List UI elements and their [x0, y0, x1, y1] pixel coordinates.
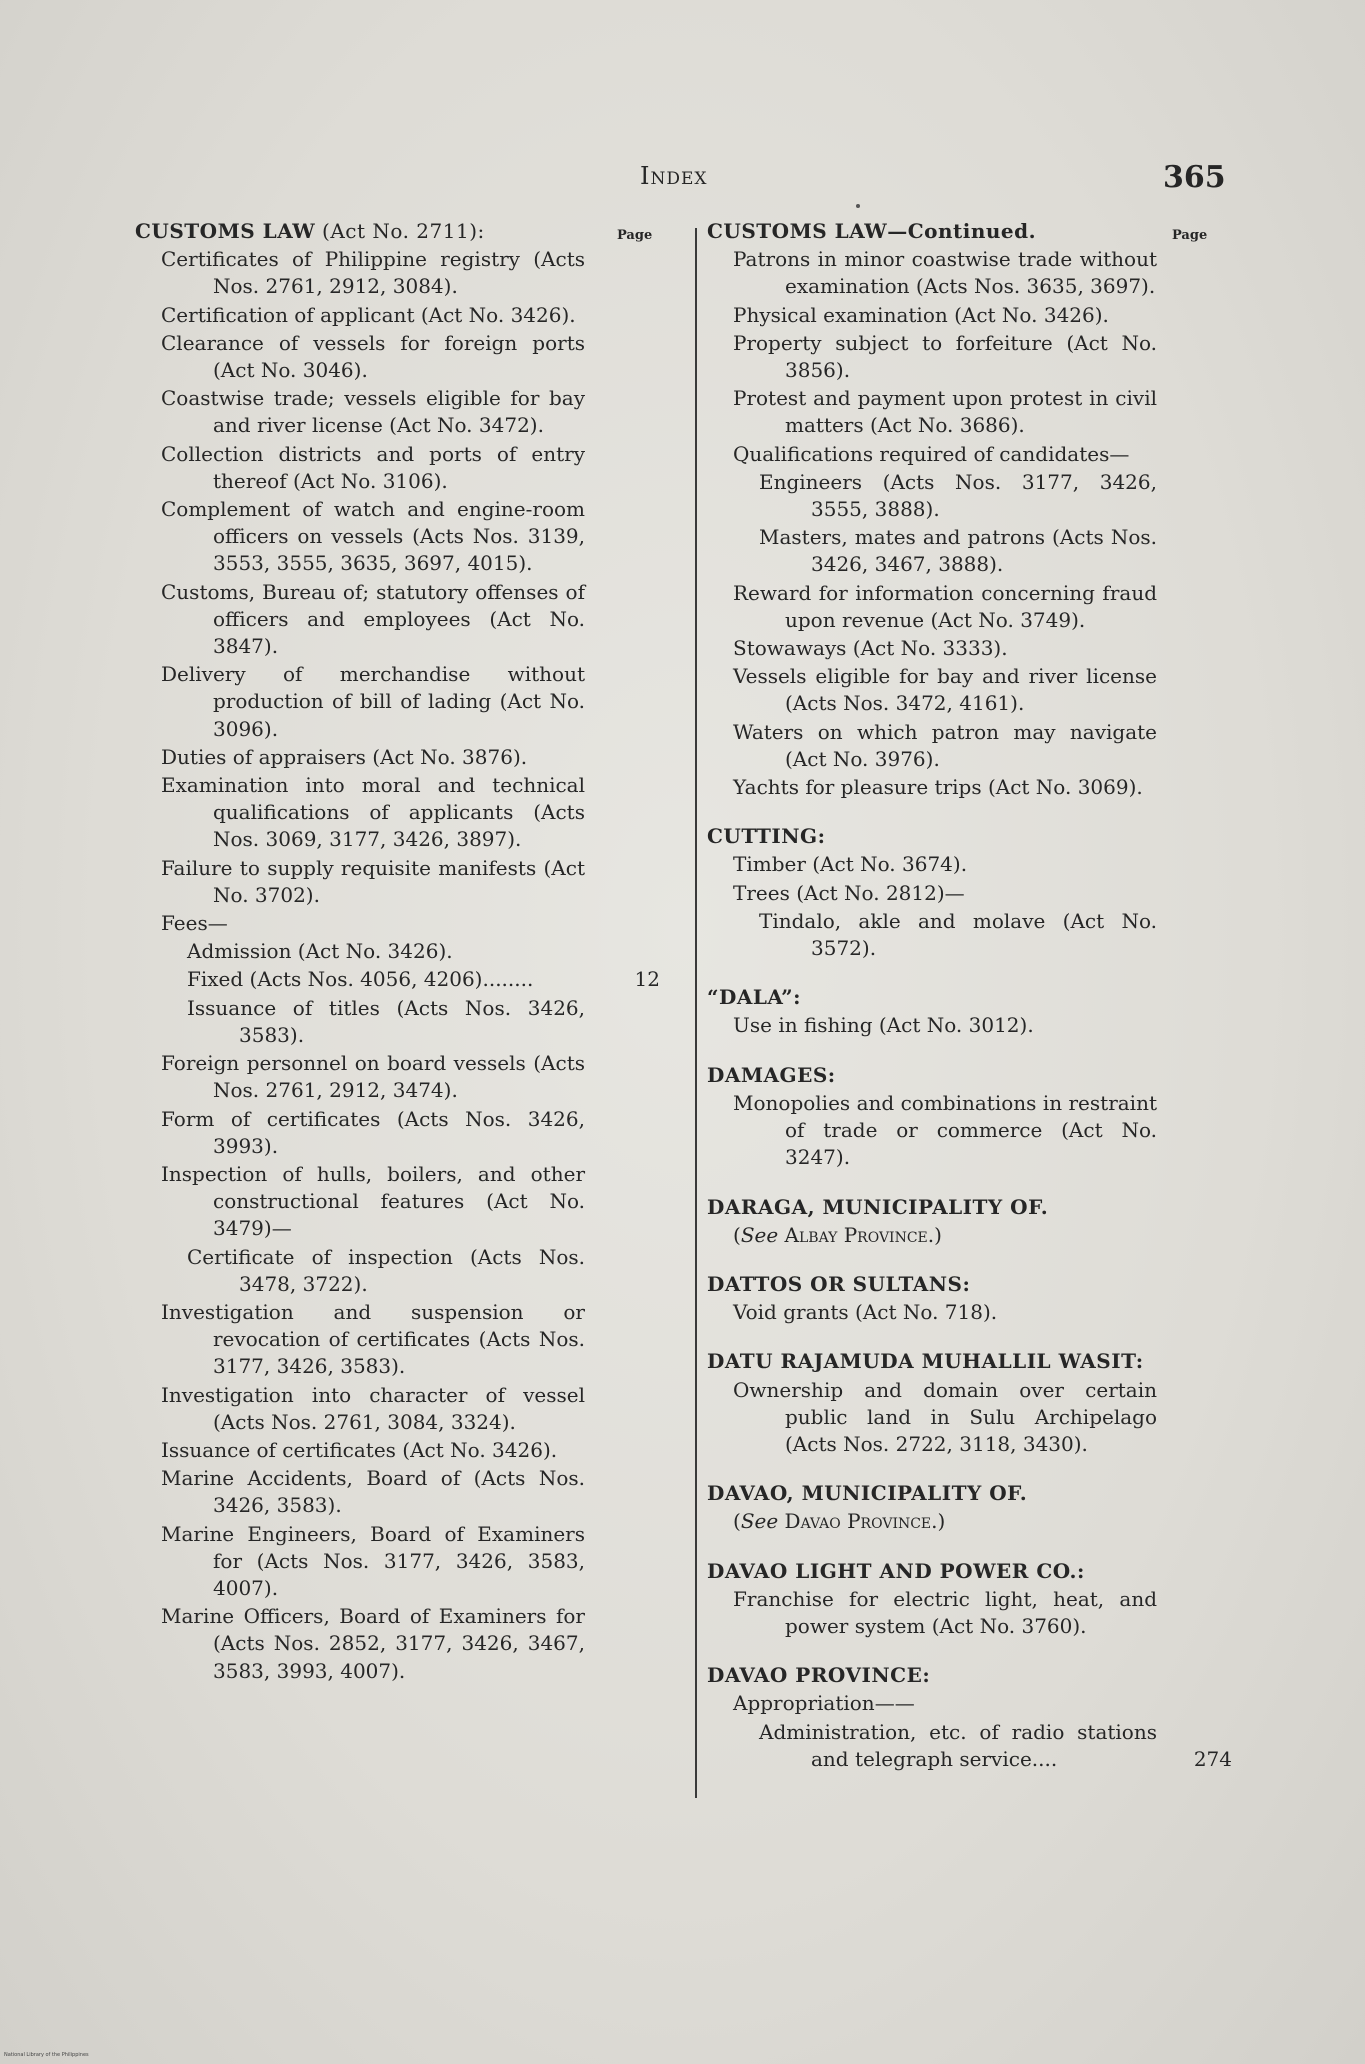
running-head: Index [640, 162, 708, 190]
index-heading: DAVAO, MUNICIPALITY OF. [707, 1481, 1028, 1506]
index-heading [135, 218, 585, 245]
entry-text: Timber (Act No. 3674). [733, 852, 968, 877]
entry-text: Inspection of hulls, boilers, and other constructional features (Act No. 3479)— [161, 1161, 585, 1241]
index-entry [161, 1382, 585, 1436]
entry-text: Duties of appraisers (Act No. 3876). [161, 744, 528, 769]
index-entry [161, 385, 585, 439]
index-entry [733, 580, 1157, 634]
see-reference [733, 1508, 1157, 1535]
heading-suffix: (Act No. 2711): [315, 219, 485, 243]
index-group [707, 1662, 1232, 1773]
entry-text: Collection districts and ports of entry thereof (Act No. 3106). [161, 441, 585, 493]
index-group [707, 1194, 1157, 1249]
index-entry [733, 246, 1157, 300]
entry-text: Property subject to forfeiture (Act No. 3856). [733, 330, 1157, 383]
index-entry [733, 1690, 1157, 1717]
index-entry [733, 851, 1157, 878]
entry-text: Reward for information concerning fraud upon revenue (Act No. 3749). [733, 580, 1157, 632]
entry-text: Use in fishing (Act No. 3012). [733, 1013, 1034, 1038]
page-reference: 274 [1193, 1746, 1232, 1771]
entry-text: Vessels eligible for bay and river license (Acts Nos. 3472, 4161). [733, 664, 1157, 716]
entry-text: Administration, etc. of radio stations and telegraph service.... [759, 1719, 1157, 1771]
see-word: See [740, 1509, 779, 1534]
index-entry [161, 1299, 585, 1381]
entry-text: Coastwise trade; vessels eligible for bay and river license (Act No. 3472). [161, 386, 585, 438]
index-entry [161, 1106, 585, 1160]
entry-text: Issuance of titles (Acts Nos. 3426, 3583). [187, 995, 585, 1047]
entry-text: Marine Engineers, Board of Examiners for (Acts Nos. 3177, 3426, 3583, 4007). [161, 1521, 585, 1600]
index-entry [733, 1299, 1157, 1326]
see-target: Albay Province. [784, 1222, 935, 1247]
entry-text: Investigation into character of vessel (Acts Nos. 2761, 3084, 3324). [161, 1382, 585, 1434]
index-entry [733, 302, 1157, 329]
index-entry [733, 880, 1157, 907]
entry-text: Form of certificates (Acts Nos. 3426, 3993). [161, 1106, 585, 1158]
index-entry [161, 1050, 585, 1104]
index-entry [161, 855, 585, 909]
entry-text: Monopolies and combinations in restraint of trade or commerce (Act No. 3247). [733, 1090, 1157, 1170]
index-entry [733, 1012, 1157, 1039]
index-entry [759, 524, 1157, 578]
entry-text: Clearance of vessels for foreign ports (Act No. 3046). [161, 330, 585, 383]
entry-text: Issuance of certificates (Act No. 3426). [161, 1437, 558, 1462]
index-entry [161, 661, 585, 743]
index-entry [759, 908, 1157, 962]
entry-text: Appropriation—— [733, 1691, 915, 1716]
entry-text: Trees (Act No. 2812)— [733, 880, 965, 905]
index-group [707, 1271, 1157, 1326]
entry-text: Failure to supply requisite manifests (Act No. 3702). [161, 855, 585, 907]
see-word: See [740, 1222, 779, 1247]
index-entry [161, 302, 585, 329]
entry-text: Stowaways (Act No. 3333). [733, 636, 1008, 661]
entry-text: Customs, Bureau of; statutory offenses of officers and employees (Act No. 3847). [161, 579, 585, 659]
index-group [707, 823, 1157, 962]
entry-text: Waters on which patron may navigate (Act No. 3976). [733, 719, 1157, 771]
entry-text: Qualifications required of candidates— [733, 441, 1130, 466]
index-entry [733, 441, 1157, 468]
index-heading: DATTOS OR SULTANS: [707, 1271, 971, 1296]
entry-text: Masters, mates and patrons (Acts Nos. 3426, 3467, 3888). [759, 525, 1157, 577]
entry-text: Yachts for pleasure trips (Act No. 3069). [733, 775, 1143, 800]
entry-text: Certification of applicant (Act No. 3426). [161, 302, 576, 327]
index-entry [187, 995, 585, 1049]
index-entry [161, 330, 585, 384]
index-entry [733, 1586, 1157, 1640]
page-column-label-left: Page [617, 228, 653, 243]
index-entry [161, 744, 585, 771]
page-column-label-right: Page [1172, 228, 1208, 243]
index-entry [733, 330, 1157, 384]
entry-text: Certificate of inspection (Acts Nos. 3478, 3722). [187, 1244, 585, 1296]
index-entry [733, 635, 1157, 662]
entry-text: Examination into moral and technical qualifications of applicants (Acts Nos. 3069, 3177, 3426, 3897). [161, 773, 585, 852]
page-number: 365 [1163, 160, 1226, 195]
index-entry [733, 663, 1157, 717]
entry-text: Patrons in minor coastwise trade without examination (Acts Nos. 3635, 3697). [733, 247, 1157, 299]
index-group [707, 1558, 1157, 1641]
index-entry [161, 246, 585, 300]
entry-text: Physical examination (Act No. 3426). [733, 302, 1109, 327]
index-entry [161, 1437, 585, 1464]
index-heading: CUTTING: [707, 824, 826, 849]
index-entry [161, 579, 585, 661]
entry-text: Marine Accidents, Board of (Acts Nos. 3426, 3583). [161, 1466, 585, 1518]
index-entry [733, 1090, 1157, 1172]
index-entry [161, 441, 585, 495]
index-entry [187, 938, 585, 965]
index-entry [759, 469, 1157, 523]
index-heading: CUSTOMS LAW—Continued. [707, 219, 1037, 243]
index-heading: DAVAO PROVINCE: [707, 1663, 931, 1688]
entry-text: Complement of watch and engine-room officers on vessels (Acts Nos. 3139, 3553, 3555, 3635, 3697, 4015). [161, 497, 585, 576]
index-entry [161, 1465, 585, 1519]
index-heading: DATU RAJAMUDA MUHALLIL WASIT: [707, 1349, 1144, 1374]
index-heading: “DALA”: [707, 985, 801, 1010]
entry-text: Engineers (Acts Nos. 3177, 3426, 3555, 3888). [759, 469, 1157, 522]
index-group [707, 1348, 1157, 1458]
index-entry [187, 966, 660, 993]
column-divider [695, 228, 697, 1798]
entry-text: Franchise for electric light, heat, and power system (Act No. 3760). [733, 1586, 1157, 1638]
index-group [707, 1062, 1157, 1172]
entry-text: Admission (Act No. 3426). [187, 939, 453, 964]
entry-text: Marine Officers, Board of Examiners for (Acts Nos. 2852, 3177, 3426, 3467, 3583, 3993, 4007). [161, 1604, 585, 1683]
index-entry [187, 1244, 585, 1298]
index-heading: DAMAGES: [707, 1062, 836, 1087]
entry-text: Delivery of merchandise without production of bill of lading (Act No. 3096). [161, 662, 585, 741]
entry-text: Investigation and suspension or revocation of certificates (Acts Nos. 3177, 3426, 3583). [161, 1299, 585, 1379]
entry-text: Void grants (Act No. 718). [733, 1300, 998, 1325]
entry-text: Tindalo, akle and molave (Act No. 3572). [759, 908, 1157, 961]
index-entry [733, 385, 1157, 439]
index-group [707, 1480, 1157, 1535]
index-entry [759, 1719, 1232, 1773]
see-open-paren: ( [733, 1222, 741, 1247]
index-entry [161, 1603, 585, 1685]
see-close-paren: ) [934, 1222, 942, 1247]
index-entry [161, 496, 585, 578]
index-entry [733, 774, 1157, 801]
index-group [707, 984, 1157, 1039]
printer-mark [856, 204, 860, 208]
footer-credit: National Library of the Philippines [4, 2052, 89, 2058]
entry-text: Protest and payment upon protest in civil matters (Act No. 3686). [733, 386, 1157, 438]
entry-text: Ownership and domain over certain public land in Sulu Archipelago (Acts Nos. 2722, 3118, 3430). [733, 1377, 1157, 1456]
index-entry [161, 1521, 585, 1603]
see-target: Davao Province. [784, 1509, 938, 1534]
see-reference [733, 1222, 1157, 1249]
entry-text: Certificates of Philippine registry (Acts Nos. 2761, 2912, 3084). [161, 247, 585, 299]
index-entry [161, 910, 585, 937]
entry-text: Foreign personnel on board vessels (Acts Nos. 2761, 2912, 3474). [161, 1051, 585, 1103]
see-close-paren: ) [937, 1509, 946, 1534]
index-entry [161, 772, 585, 854]
entry-text: Fees— [161, 911, 228, 936]
page-reference: 12 [634, 967, 660, 992]
index-entry [733, 1377, 1157, 1459]
index-entry [161, 1161, 585, 1243]
index-group [707, 218, 1157, 801]
index-heading: DAVAO LIGHT AND POWER CO.: [707, 1558, 1085, 1583]
entry-text: Fixed (Acts Nos. 4056, 4206)........ [187, 967, 534, 992]
see-open-paren: ( [733, 1509, 741, 1534]
index-heading: DARAGA, MUNICIPALITY OF. [707, 1194, 1049, 1219]
heading-text: CUSTOMS LAW [135, 219, 316, 243]
index-entry [733, 719, 1157, 773]
